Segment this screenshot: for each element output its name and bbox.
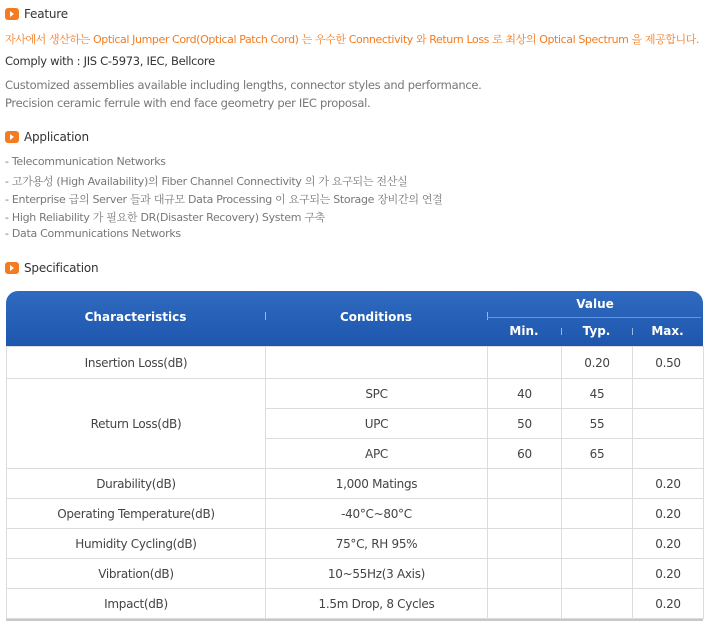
- cell-typ: [562, 469, 633, 499]
- cell-condition: SPC: [266, 379, 488, 409]
- header-min: Min.: [509, 324, 539, 338]
- feature-desc-1: Customized assemblies available including lengths, connector styles and performance.: [5, 78, 482, 92]
- table-row: [7, 499, 704, 529]
- cell-typ: [562, 529, 633, 559]
- cell-typ: [562, 589, 633, 619]
- header-value: Value: [576, 297, 614, 311]
- application-item: - 고가용성 (High Availability)의 Fiber Channel Connectivity 의 가 요구되는 전산실: [5, 175, 408, 188]
- application-item: - High Reliability 가 필요한 DR(Disaster Recovery) System 구축: [5, 211, 325, 224]
- header-divider: [487, 312, 488, 320]
- cell-characteristic: Insertion Loss(dB): [7, 347, 266, 379]
- cell-max: [633, 439, 704, 469]
- cell-max: [633, 379, 704, 409]
- table-header: [6, 291, 703, 346]
- cell-typ: 55: [562, 409, 633, 439]
- cell-max: 0.20: [633, 529, 704, 559]
- cell-condition: 75°C, RH 95%: [266, 529, 488, 559]
- cell-min: 50: [488, 409, 562, 439]
- orange-arrow-bullet-icon: [5, 8, 19, 20]
- header-value-underline: [487, 317, 701, 318]
- cell-condition: [266, 347, 488, 379]
- cell-condition: 1,000 Matings: [266, 469, 488, 499]
- orange-arrow-bullet-icon: [5, 262, 19, 274]
- cell-characteristic: Operating Temperature(dB): [7, 499, 266, 529]
- cell-condition: APC: [266, 439, 488, 469]
- cell-typ: [562, 559, 633, 589]
- cell-max: 0.50: [633, 347, 704, 379]
- cell-characteristic: Impact(dB): [7, 589, 266, 619]
- cell-max: 0.20: [633, 559, 704, 589]
- feature-section-header: [5, 7, 68, 21]
- cell-condition: UPC: [266, 409, 488, 439]
- cell-characteristic: Humidity Cycling(dB): [7, 529, 266, 559]
- application-title: Application: [24, 130, 89, 144]
- cell-typ: 45: [562, 379, 633, 409]
- cell-min: 40: [488, 379, 562, 409]
- cell-min: 60: [488, 439, 562, 469]
- specification-section-header: [5, 261, 98, 275]
- cell-max: 0.20: [633, 589, 704, 619]
- table-bottom-border: [6, 619, 703, 621]
- table-row: [7, 589, 704, 619]
- cell-min: [488, 589, 562, 619]
- cell-characteristic: Return Loss(dB): [7, 379, 266, 469]
- cell-characteristic: Vibration(dB): [7, 559, 266, 589]
- cell-min: [488, 469, 562, 499]
- cell-condition: 10~55Hz(3 Axis): [266, 559, 488, 589]
- application-item: - Enterprise 급의 Server 들과 대규모 Data Processing 이 요구되는 Storage 장비간의 연결: [5, 193, 443, 206]
- feature-title: Feature: [24, 7, 68, 21]
- specification-title: Specification: [24, 261, 99, 275]
- cell-max: 0.20: [633, 499, 704, 529]
- table-row: [7, 559, 704, 589]
- cell-typ: 0.20: [562, 347, 633, 379]
- cell-max: 0.20: [633, 469, 704, 499]
- table-row: [7, 379, 704, 409]
- table-row: [7, 347, 704, 379]
- header-typ: Typ.: [582, 324, 611, 338]
- cell-min: [488, 347, 562, 379]
- specification-table: [6, 291, 703, 621]
- comply-with: Comply with : JIS C-5973, IEC, Bellcore: [5, 54, 215, 68]
- application-item: - Telecommunication Networks: [5, 155, 166, 168]
- application-section-header: [5, 130, 89, 144]
- header-conditions: Conditions: [339, 310, 413, 324]
- orange-arrow-bullet-icon: [5, 131, 19, 143]
- cell-characteristic: Durability(dB): [7, 469, 266, 499]
- cell-min: [488, 559, 562, 589]
- cell-min: [488, 499, 562, 529]
- application-item: - Data Communications Networks: [5, 227, 181, 240]
- cell-typ: [562, 499, 633, 529]
- specification-table-body: [6, 346, 704, 619]
- header-max: Max.: [651, 324, 684, 338]
- cell-max: [633, 409, 704, 439]
- table-row: [7, 529, 704, 559]
- cell-condition: -40°C~80°C: [266, 499, 488, 529]
- cell-min: [488, 529, 562, 559]
- feature-desc-2: Precision ceramic ferrule with end face geometry per IEC proposal.: [5, 96, 371, 110]
- header-characteristics: Characteristics: [84, 310, 187, 324]
- feature-intro: 자사에서 생산하는 Optical Jumper Cord(Optical Patch Cord) 는 우수한 Connectivity 와 Return Loss 로 최상의 Optical Spectrum 을 제공합니다.: [5, 33, 700, 46]
- cell-condition: 1.5m Drop, 8 Cycles: [266, 589, 488, 619]
- cell-typ: 65: [562, 439, 633, 469]
- table-row: [7, 469, 704, 499]
